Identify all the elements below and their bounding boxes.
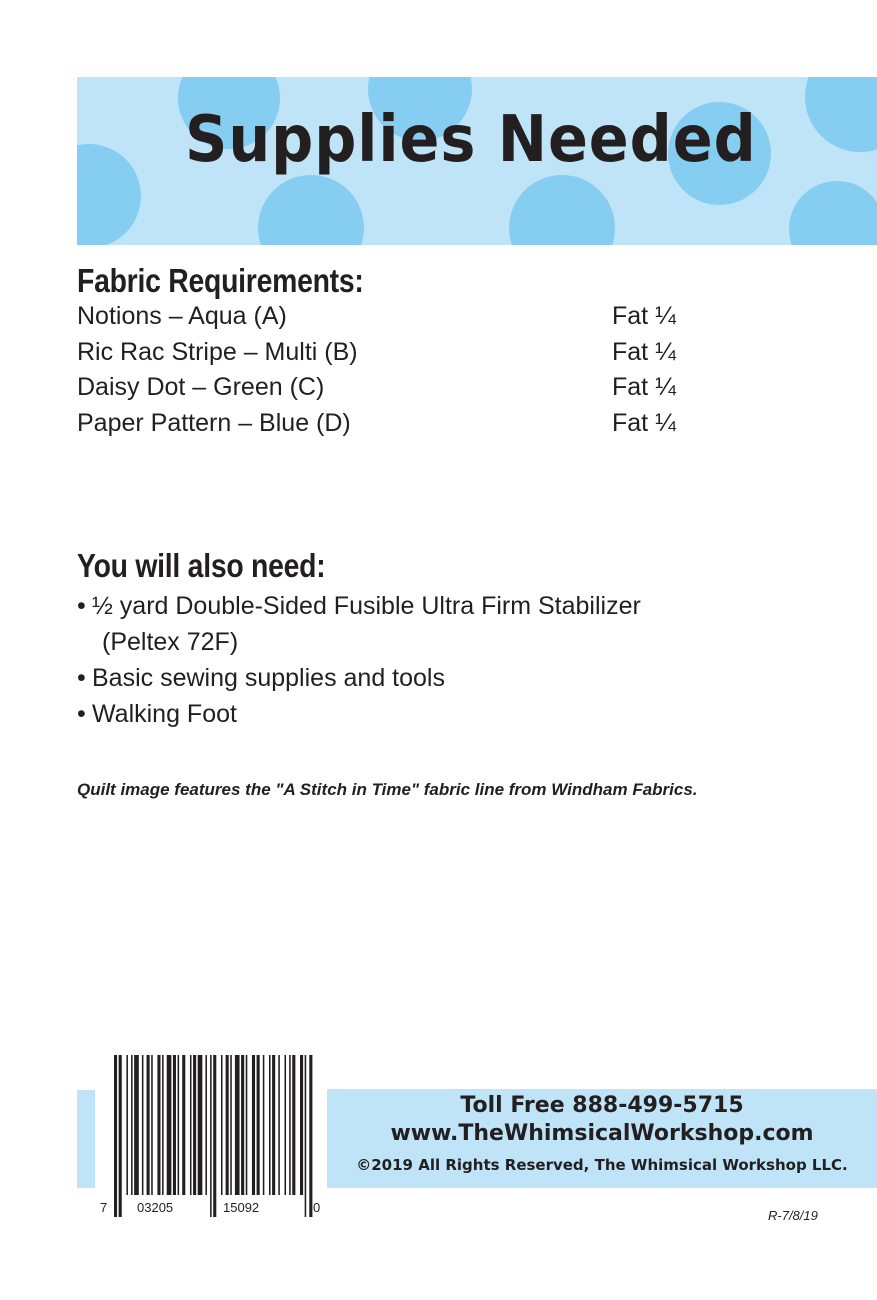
barcode-bar [134,1055,139,1195]
fabric-name: Notions – Aqua (A) [77,302,287,330]
supply-item [77,588,797,660]
copyright-notice: ©2019 All Rights Reserved, The Whimsical Workshop LLC. [356,1156,848,1174]
fabric-row [77,373,777,409]
barcode-digit: 15092 [223,1200,260,1215]
barcode-bar [182,1055,185,1195]
banner-dot [789,181,877,245]
barcode-bar [285,1055,287,1195]
barcode-digit: 0 [313,1200,321,1215]
barcode-bar [213,1055,216,1217]
barcode-bar [114,1055,117,1217]
supply-text: Basic sewing supplies and tools [92,664,445,692]
barcode-bar [309,1055,312,1217]
barcode-bar [162,1055,164,1195]
fabric-quantity: Fat ¼ [612,373,676,401]
banner-dot [509,175,615,245]
barcode-bar [190,1055,192,1195]
barcode-bar [257,1055,260,1195]
barcode-bar [178,1055,180,1195]
also-need-heading: You will also need: [77,547,326,584]
supply-text-continued: (Peltex 72F) [102,628,239,656]
toll-free-phone: Toll Free 888-499-5715 [460,1093,744,1118]
barcode-bar [230,1055,232,1195]
barcode-bar [198,1055,203,1195]
barcode-bar [278,1055,280,1195]
fabric-name: Paper Pattern – Blue (D) [77,408,351,437]
revision-code: R-7/8/19 [768,1208,818,1223]
barcode-bar [305,1055,307,1217]
banner-dot [258,175,364,245]
barcode-bar [210,1055,212,1217]
barcode-bar [300,1055,303,1195]
bullet: • [77,664,86,692]
barcode-bar [151,1055,153,1195]
fabric-row [77,302,777,338]
barcode-bar [269,1055,271,1195]
fabric-quantity: Fat ¼ [612,408,676,437]
fabric-row [77,338,777,374]
barcode-bar [252,1055,255,1195]
barcode-bar [193,1055,196,1195]
supply-text: ½ yard Double-Sided Fusible Ultra Firm Stabilizer [92,592,641,620]
supply-item [77,660,797,696]
barcode-bar [263,1055,265,1195]
fabric-quantity: Fat ¼ [612,337,676,366]
barcode-bar [292,1055,295,1195]
supply-item [77,696,797,732]
supply-text: Walking Foot [92,700,237,728]
barcode-bar [147,1055,150,1195]
barcode-digit: 7 [100,1200,108,1215]
barcode-bar [119,1055,122,1217]
fabric-name: Ric Rac Stripe – Multi (B) [77,337,358,366]
fabric-quantity: Fat ¼ [612,302,676,330]
barcode-bar [167,1055,172,1195]
barcode-bar [131,1055,133,1195]
website-url: www.TheWhimsicalWorkshop.com [390,1121,814,1146]
bullet: • [77,592,86,620]
barcode-accent [77,1090,95,1188]
banner-dot [77,144,141,245]
barcode-bar [142,1055,144,1195]
barcode-bar [289,1055,291,1195]
barcode-bar [241,1055,244,1195]
supplies-list [77,588,797,732]
fabric-name: Daisy Dot – Green (C) [77,373,325,401]
fabric-line-note: Quilt image features the "A Stitch in Time" fabric line from Windham Fabrics. [77,780,698,799]
barcode-bar [221,1055,223,1195]
barcode-bar [246,1055,248,1195]
barcode [100,1055,325,1217]
barcode-bar [235,1055,240,1195]
barcode-bar [226,1055,229,1195]
fabric-list [77,302,777,444]
barcode-bar [126,1055,128,1195]
contact-box [327,1089,877,1188]
fabric-requirements-heading: Fabric Requirements: [77,262,364,299]
barcode-bar [157,1055,160,1195]
page-title: Supplies Needed [185,103,757,177]
barcode-bar [205,1055,207,1195]
banner-dot [805,77,877,152]
fabric-row [77,409,777,445]
barcode-bar [173,1055,176,1195]
bullet: • [77,700,86,728]
barcode-digit: 03205 [137,1200,174,1215]
header-banner [77,77,877,245]
barcode-bar [272,1055,275,1195]
